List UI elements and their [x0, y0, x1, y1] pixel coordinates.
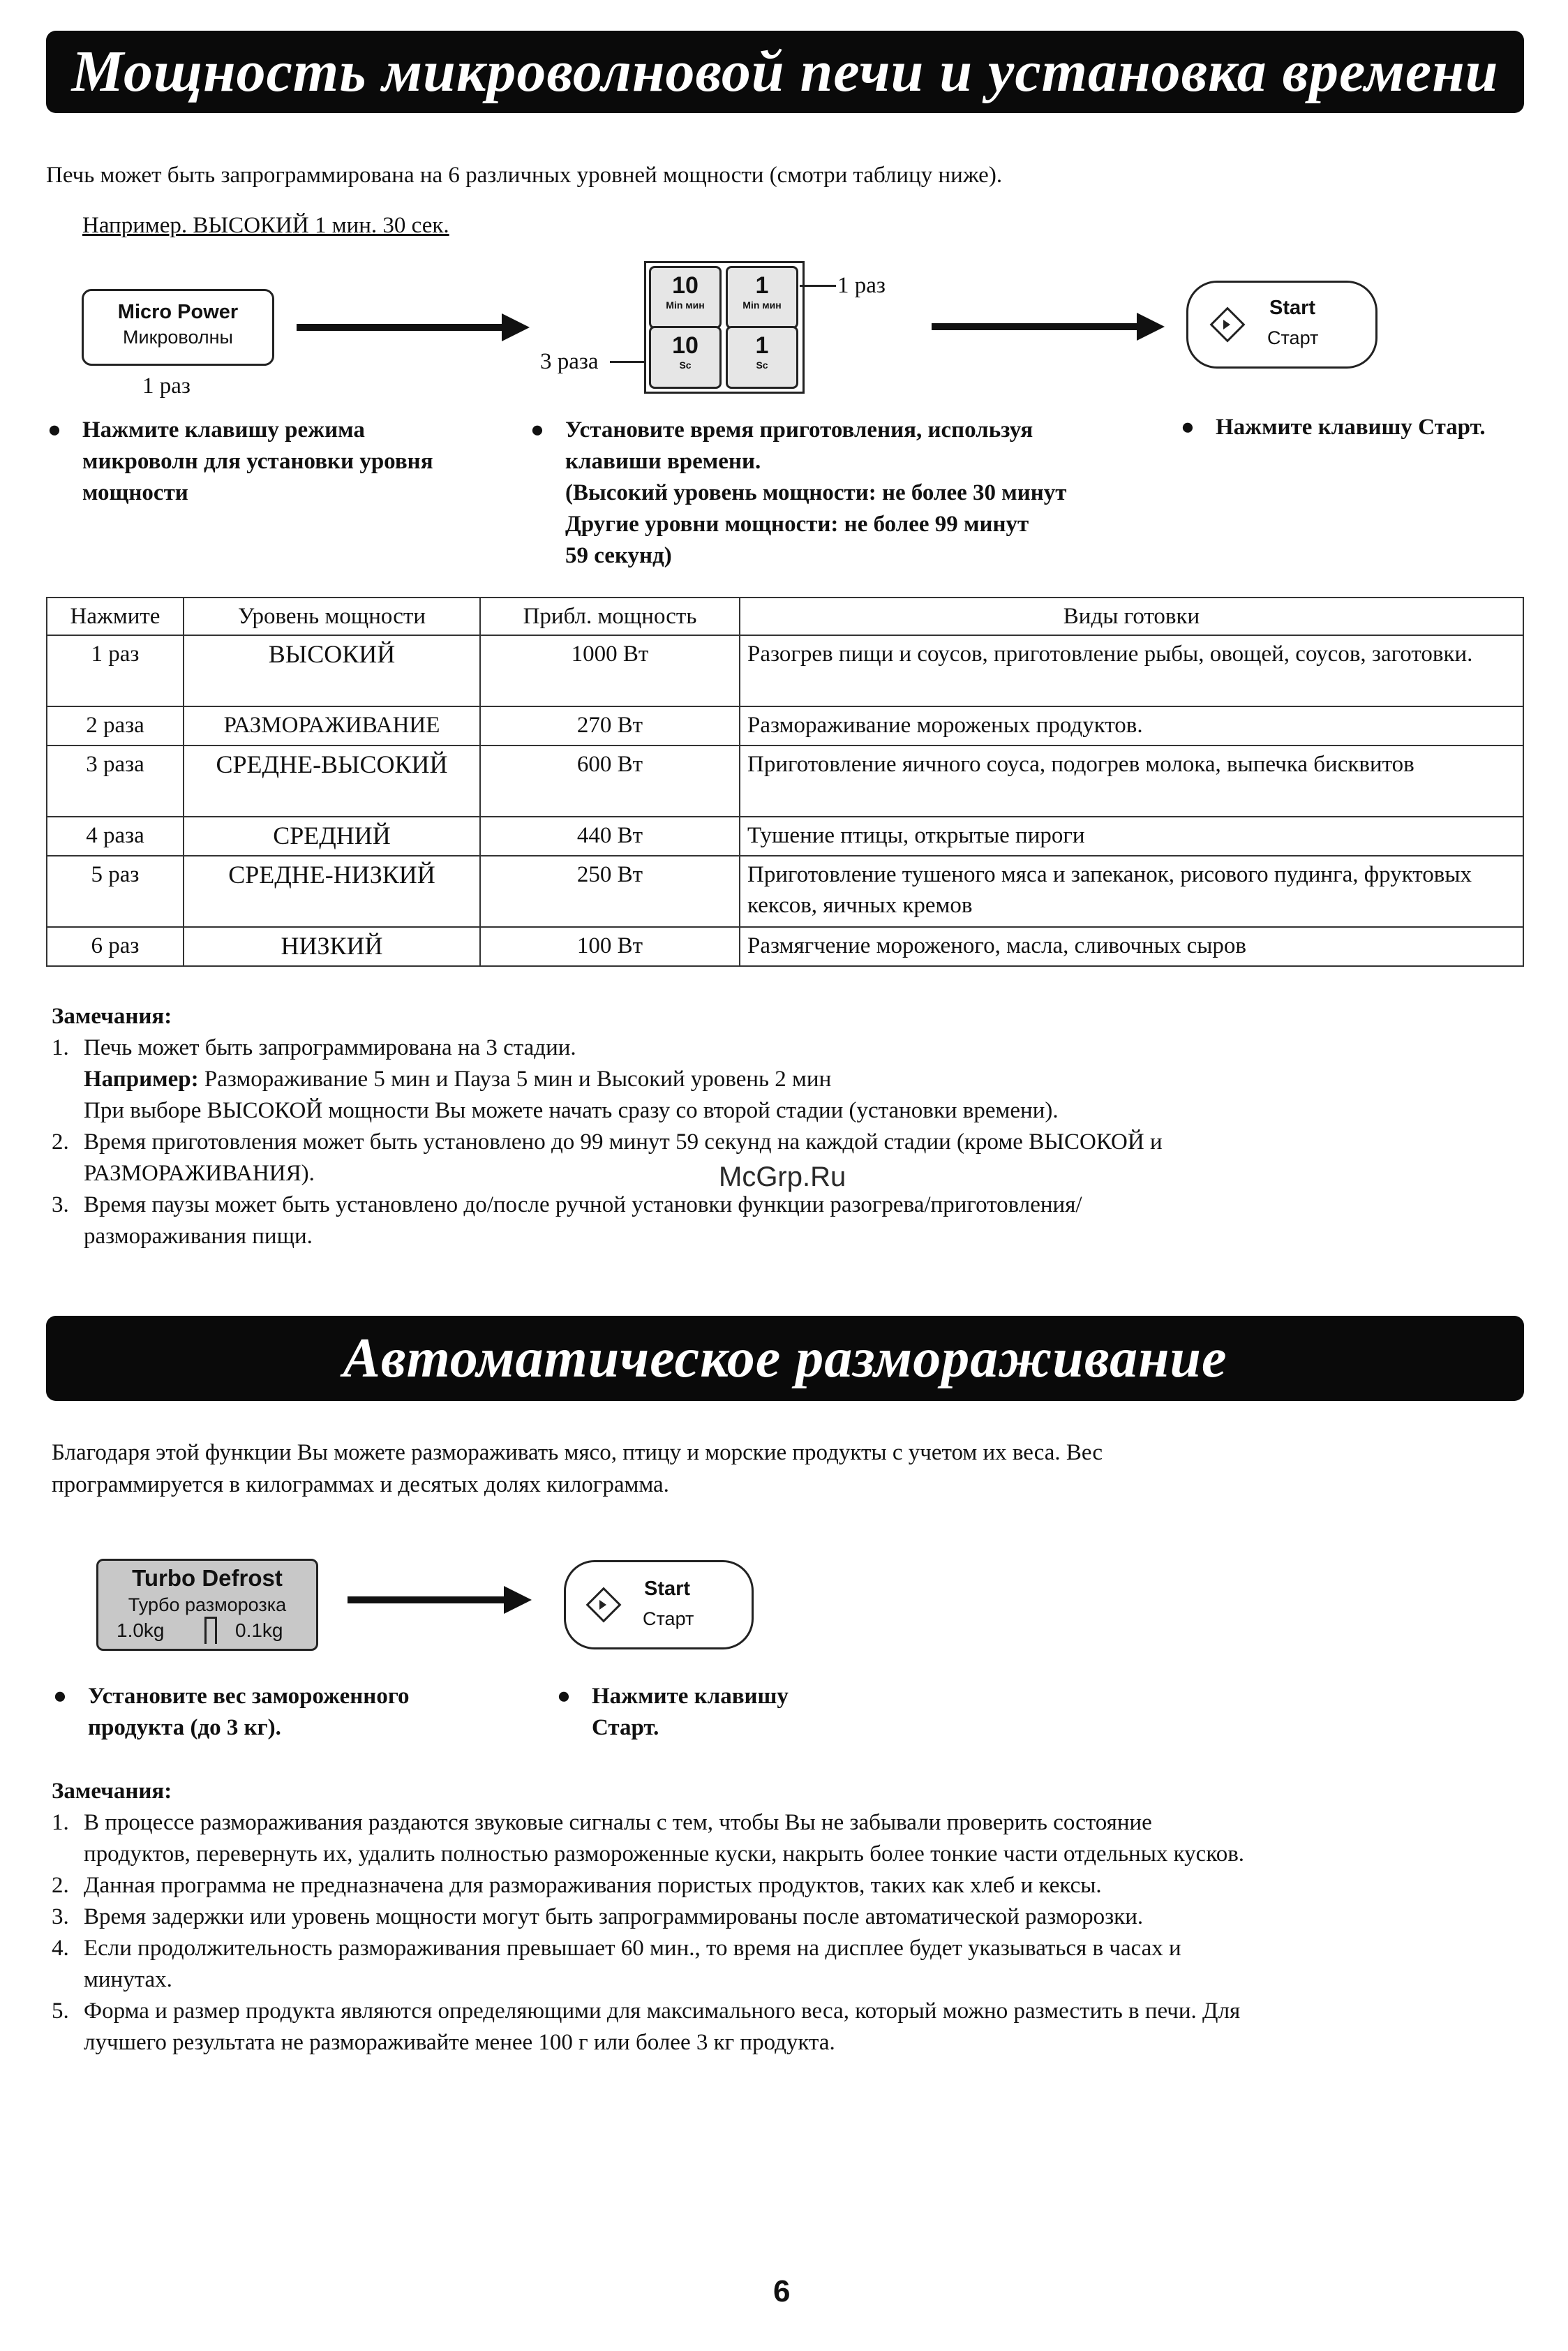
- table-row: [47, 856, 1523, 927]
- note-item: 1. Печь может быть запрограммирована на 3 стадии.: [52, 1035, 576, 1060]
- table-cell: 2 раза: [47, 706, 184, 746]
- weight-1kg-label: 1.0kg: [117, 1619, 165, 1641]
- time-key-1min[interactable]: 1 Min мин: [726, 266, 798, 329]
- section-title: Автоматическое размораживание: [343, 1328, 1227, 1389]
- section-title-banner: [46, 31, 1524, 113]
- note-continuation: РАЗМОРАЖИВАНИЯ).: [84, 1161, 315, 1186]
- micro-power-label: Micro Power: [117, 301, 239, 323]
- note-item: 4. Если продолжительность размораживания превышает 60 мин., то время на дисплее будет указываться в часах и: [52, 1936, 1181, 1961]
- notes-section-2: [52, 1776, 1517, 2059]
- note-item: 2. Данная программа не предназначена для размораживания пористых продуктов, таких как хлеб и кексы.: [52, 1873, 1102, 1898]
- table-header: Виды готовки: [740, 598, 1523, 635]
- table-header-row: [47, 598, 1523, 635]
- table-header: Прибл. мощность: [480, 598, 740, 635]
- table-header: Уровень мощности: [184, 598, 480, 635]
- table-cell: НИЗКИЙ: [184, 927, 480, 966]
- table-row: [47, 706, 1523, 746]
- time-key-1sec[interactable]: 1 Sc: [726, 326, 798, 389]
- start-key[interactable]: [1186, 281, 1377, 369]
- intro-text: Благодаря этой функции Вы можете размораживать мясо, птицу и морские продукты с учетом их веса. Вес программируется в килограммах и десятых долях килограмма.: [52, 1440, 1103, 1497]
- table-cell: 1 раз: [47, 635, 184, 706]
- section-title: Мощность микроволновой печи и установка времени: [71, 39, 1499, 104]
- note-item: 3. Время задержки или уровень мощности могут быть запрограммированы после автоматической разморозки.: [52, 1904, 1144, 1929]
- page-number: 6: [773, 2274, 791, 2308]
- note-extra: При выборе ВЫСОКОЙ мощности Вы можете начать сразу со второй стадии (установки времени).: [84, 1098, 1059, 1123]
- note-continuation: минутах.: [84, 1967, 172, 1992]
- start-key[interactable]: [564, 1560, 754, 1649]
- table-cell: Приготовление яичного соуса, подогрев молока, выпечка бисквитов: [740, 746, 1523, 817]
- table-cell: 600 Вт: [480, 746, 740, 817]
- note-continuation: размораживания пищи.: [84, 1224, 313, 1249]
- table-cell: ВЫСОКИЙ: [184, 635, 480, 706]
- time-key-10sec[interactable]: 10 Sc: [649, 326, 722, 389]
- start-label-ru: Старт: [1267, 327, 1319, 348]
- table-cell: Тушение птицы, открытые пироги: [740, 817, 1523, 856]
- table-row: [47, 927, 1523, 966]
- start-label: Start: [1269, 297, 1316, 319]
- instruction-step-3: ● Нажмите клавишу Старт.: [1181, 415, 1486, 440]
- table-cell: 250 Вт: [480, 856, 740, 927]
- play-icon: [1223, 320, 1230, 329]
- key-divider: [204, 1617, 217, 1644]
- watermark: McGrp.Ru: [719, 1162, 846, 1192]
- micro-power-key[interactable]: [82, 289, 274, 366]
- table-row: [47, 746, 1523, 817]
- arrow-right-icon: [348, 1596, 508, 1603]
- weight-01kg-label: 0.1kg: [235, 1619, 283, 1641]
- turbo-label: Turbo Defrost: [132, 1565, 283, 1591]
- leader-line: [800, 285, 836, 287]
- notes-title: Замечания:: [52, 1004, 172, 1029]
- micro-power-label-ru: Микроволны: [123, 327, 233, 348]
- turbo-defrost-key[interactable]: [96, 1559, 318, 1651]
- note-continuation: продуктов, перевернуть их, удалить полностью размороженные куски, накрыть более тонкие части отдельных кусков.: [84, 1841, 1245, 1867]
- table-cell: 270 Вт: [480, 706, 740, 746]
- arrow-right-icon: [297, 324, 506, 331]
- table-cell: Приготовление тушеного мяса и запеканок, рисового пудинга, фруктовых кексов, яичных кремов: [740, 856, 1523, 927]
- time-label-top: 1 раз: [837, 273, 886, 298]
- table-cell: Разогрев пищи и соусов, приготовление рыбы, овощей, соусов, заготовки.: [740, 635, 1523, 706]
- arrow-right-icon: [932, 323, 1141, 330]
- table-cell: СРЕДНЕ-НИЗКИЙ: [184, 856, 480, 927]
- table-cell: 100 Вт: [480, 927, 740, 966]
- time-label-left: 3 раза: [540, 349, 599, 374]
- note-item: 5. Форма и размер продукта являются определяющими для максимального веса, который можно разместить в печи. Для: [52, 1998, 1241, 2024]
- table-header: Нажмите: [47, 598, 184, 635]
- micro-power-caption: 1 раз: [142, 373, 191, 399]
- section-title-banner: [46, 1316, 1524, 1401]
- table-cell: 3 раза: [47, 746, 184, 817]
- table-cell: 1000 Вт: [480, 635, 740, 706]
- notes-section-1: [52, 1001, 1503, 1252]
- leader-line: [610, 361, 646, 363]
- turbo-label-ru: Турбо разморозка: [128, 1594, 287, 1615]
- note-continuation: лучшего результата не размораживайте менее 100 г или более 3 кг продукта.: [84, 2030, 835, 2055]
- table-cell: СРЕДНЕ-ВЫСОКИЙ: [184, 746, 480, 817]
- table-row: [47, 817, 1523, 856]
- intro-text: Печь может быть запрограммирована на 6 различных уровней мощности (смотри таблицу ниже).: [46, 163, 1003, 188]
- table-row: [47, 635, 1523, 706]
- note-item: 3. Время паузы может быть установлено до/после ручной установки функции разогрева/приготовления/: [52, 1192, 1082, 1217]
- table-cell: Размягчение мороженого, масла, сливочных сыров: [740, 927, 1523, 966]
- start-label: Start: [644, 1578, 691, 1600]
- table-cell: 6 раз: [47, 927, 184, 966]
- instruction-step-1: ● Установите вес замороженного продукта (до 3 кг).: [53, 1684, 410, 1740]
- table-cell: 4 раза: [47, 817, 184, 856]
- start-label-ru: Старт: [643, 1608, 694, 1629]
- power-level-table: [46, 597, 1524, 967]
- table-cell: 5 раз: [47, 856, 184, 927]
- play-icon: [599, 1600, 606, 1610]
- note-example: Например: Размораживание 5 мин и Пауза 5 мин и Высокий уровень 2 мин: [84, 1067, 832, 1092]
- table-cell: Размораживание мороженых продуктов.: [740, 706, 1523, 746]
- notes-title: Замечания:: [52, 1779, 172, 1804]
- note-item: 2. Время приготовления может быть установлено до 99 минут 59 секунд на каждой стадии (кроме ВЫСОКОЙ и: [52, 1129, 1163, 1155]
- instruction-step-1: ● Нажмите клавишу режима микроволн для установки уровня мощности: [47, 417, 433, 505]
- instruction-step-2: ● Установите время приготовления, используя клавиши времени. (Высокий уровень мощности: не более 30 минут Другие уровни мощности: не более 99 минут 59 секунд): [530, 417, 1067, 568]
- instruction-step-2: ● Нажмите клавишу Старт.: [557, 1684, 789, 1740]
- example-text: Например. ВЫСОКИЙ 1 мин. 30 сек.: [82, 213, 449, 238]
- time-key-10min[interactable]: 10 Min мин: [649, 266, 722, 329]
- table-cell: 440 Вт: [480, 817, 740, 856]
- note-item: 1. В процессе размораживания раздаются звуковые сигналы с тем, чтобы Вы не забывали проверить состояние: [52, 1810, 1152, 1835]
- table-cell: СРЕДНИЙ: [184, 817, 480, 856]
- table-cell: РАЗМОРАЖИВАНИЕ: [184, 706, 480, 746]
